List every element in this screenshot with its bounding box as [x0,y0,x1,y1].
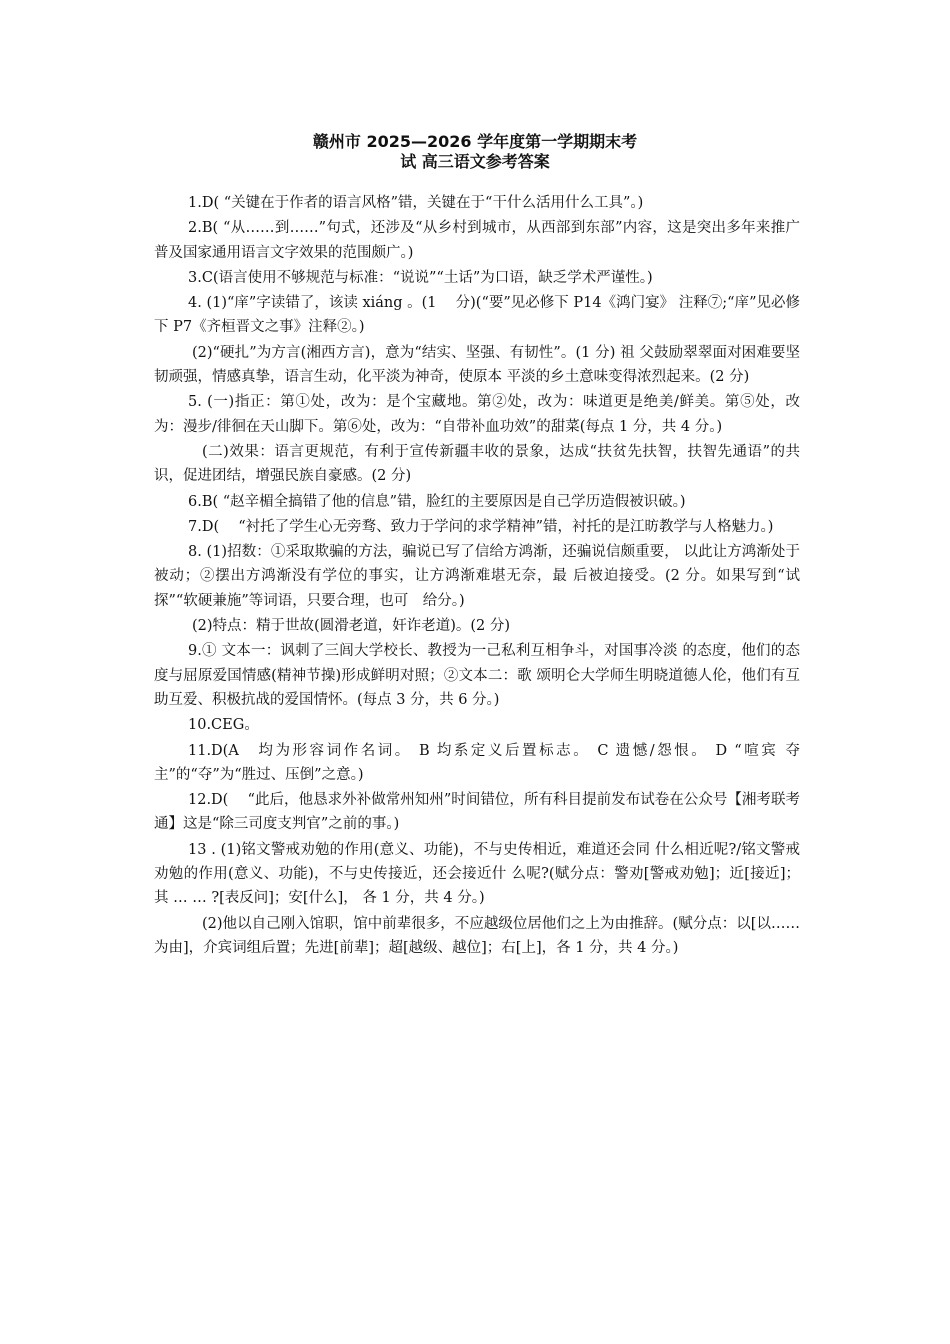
answer-item-4-2: (2)“硬扎”为方言(湘西方言)，意为“结实、坚强、有韧性”。(1 分) 祖 父鼓励翠翠面对困难要坚韧顽强，情感真挚，语言生动，化平淡为神奇，使原本 平淡的乡土意味变得浓烈起来。(2 分) [154,344,800,386]
answer-item-8-1: 8. (1)招数：①采取欺骗的方法，骗说已写了信给方鸿渐，还骗说信颇重要， 以此让方鸿渐处于被动；②摆出方鸿渐没有学位的事实，让方鸿渐难堪无奈，最 后被迫接受。(2 分。如果写到“试探”“软硬兼施”等词语，只要合理，也可 给分。) [154,544,800,609]
answer-item-3: 3.C(语言使用不够规范与标准：“说说”“土话”为口语，缺乏学术严谨性。) [188,269,653,286]
answer-item-9: 9.① 文本一：讽刺了三闾大学校长、教授为一己私利互相争斗，对国事冷淡 的态度，他们的态度与屈原爱国情感(精神节操)形成鲜明对照；②文本二：歌 颂明仑大学师生明晓道德人伦，他们有互助互爱、积极抗战的爱国情怀。(每点 3 分，共 6 分。) [154,643,800,708]
answer-item-6: 6.B( “赵辛楣全搞错了他的信息”错，脸红的主要原因是自己学历造假被识破。) [188,493,686,510]
answer-list [154,191,800,961]
doc-title-line2: 试 高三语文参考答案 [400,152,550,171]
answer-item-2: 2.B( “从……到……”句式，还涉及“从乡村到城市，从西部到东部”内容，这是突出多年来推广普及国家通用语言文字效果的范围颇广。) [154,220,800,261]
answer-item-11: 11.D(A 均为形容词作名词。 B 均系定义后置标志。 C 遗憾/怨恨。 D “喧宾 夺主”的“夺”为“胜过、压倒”之意。) [154,742,800,783]
answer-item-10: 10.CEG。 [188,717,259,734]
answer-item-13-1: 13 . (1)铭文警戒劝勉的作用(意义、功能)，不与史传相近，难道还会同 什么相近呢?/铭文警戒劝勉的作用(意义、功能)，不与史传接近，还会接近什 么呢?(赋分点：警劝[警戒劝勉]；近[接近]；其 … … ?[表反问]；安[什么]， 各 1 分，共 4 分。) [154,841,800,907]
answer-item-13-2: (2)他以自己刚入馆职，馆中前辈很多，不应越级位居他们之上为由推辞。(赋分点：以[以……为由]，介宾词组后置；先进[前辈]；超[越级、越位]；右[上]，各 1 分，共 4 分。) [154,915,800,956]
doc-title-line1: 赣州市 2025—2026 学年度第一学期期末考 [312,132,638,151]
answer-item-1: 1.D( “关键在于作者的语言风格”错，关键在于“干什么活用什么工具”。) [188,195,644,211]
answer-item-8-2: (2)特点：精于世故(圆滑老道，奸诈老道)。(2 分) [192,618,511,635]
answer-item-4-1: 4. (1)“庠”字读错了，该读 xiáng 。(1 分)(“要”见必修下 P14《鸿门宴》 注释⑦;“庠”见必修下 P7《齐桓晋文之事》注释②。) [154,295,800,336]
answer-item-12: 12.D( “此后，他恳求外补做常州知州”时间错位，所有科目提前发布试卷在公众号【湘考联考通】这是“除三司度支判官”之前的事。) [154,792,800,833]
answer-item-5-2: (二)效果：语言更规范，有利于宣传新疆丰收的景象，达成“扶贫先扶智，扶智先通语”的共识，促进团结，增强民族自豪感。(2 分) [154,443,800,485]
answer-item-5-1: 5. (一)指正：第①处，改为：是个宝藏地。第②处，改为：味道更是绝美/鲜美。第⑤处，改为：漫步/徘徊在天山脚下。第⑥处，改为：“自带补血功效”的甜菜(每点 1 分，共 4 分。) [154,394,800,435]
answer-item-7: 7.D( “衬托了学生心无旁骛、致力于学问的求学精神”错，衬托的是江昉教学与人格魅力。) [188,518,774,535]
